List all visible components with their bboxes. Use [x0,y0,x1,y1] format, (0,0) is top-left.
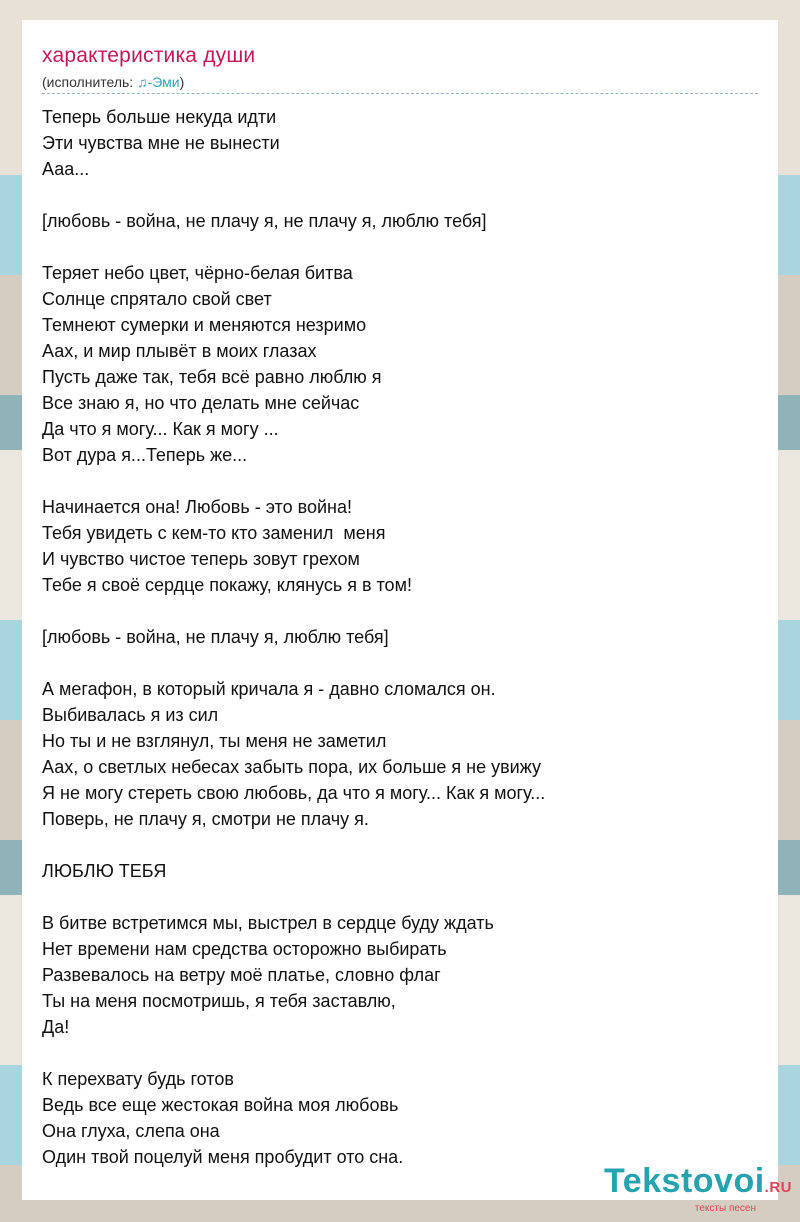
lyric-line: Пусть даже так, тебя всё равно люблю я [42,367,382,387]
lyric-line: Все знаю я, но что делать мне сейчас [42,393,360,413]
song-title: характеристика души [42,44,256,67]
lyric-line: Развевалось на ветру моё платье, словно флаг [42,965,441,985]
lyric-line: [любовь - война, не плачу я, люблю тебя] [42,627,389,647]
lyric-line: Тебе я своё сердце покажу, клянусь я в том! [42,575,412,595]
lyric-line: Темнеют сумерки и меняются незримо [42,315,367,335]
lyric-line: Вот дура я...Теперь же... [42,445,248,465]
logo-tagline: тексты песен [694,1203,756,1214]
lyric-line: Я не могу стереть свою любовь, да что я могу... Как я могу... [42,783,546,803]
lyric-line: Она глуха, слепа она [42,1121,220,1141]
lyric-line: Эти чувства мне не вынести [42,133,280,153]
lyric-line: Нет времени нам средства осторожно выбирать [42,939,447,959]
music-note-icon: ♫ [137,74,148,90]
lyric-line: А мегафон, в который кричала я - давно сломался он. [42,679,496,699]
lyric-line [42,884,762,910]
lyric-line: Да! [42,1017,70,1037]
performer-line [42,74,184,90]
lyric-line [42,598,762,624]
lyric-line: Да что я могу... Как я могу ... [42,419,279,439]
site-logo[interactable] [604,1163,792,1214]
lyric-line [42,1040,762,1066]
lyric-line [42,832,762,858]
lyric-line: ЛЮБЛЮ ТЕБЯ [42,861,167,881]
lyric-line: Теперь больше некуда идти [42,107,277,127]
logo-name: Tekstovoi [603,1162,765,1200]
lyric-line: Тебя увидеть с кем-то кто заменил меня [42,523,386,543]
lyric-line: [любовь - война, не плачу я, не плачу я, люблю тебя] [42,211,487,231]
lyric-line [42,650,762,676]
lyric-line: И чувство чистое теперь зовут грехом [42,549,360,569]
lyric-line: Выбивалась я из сил [42,705,219,725]
lyric-line: К перехвату будь готов [42,1069,234,1089]
lyric-line: Аах, и мир плывёт в моих глазах [42,341,317,361]
lyric-line: Ты на меня посмотришь, я тебя заставлю, [42,991,396,1011]
lyrics-card [22,20,778,1200]
artist-name: -Эми [147,74,180,90]
lyrics-text [42,104,762,1170]
lyric-line: Но ты и не взглянул, ты меня не заметил [42,731,387,751]
lyric-line [42,234,762,260]
lyric-line: Ведь все еще жестокая война моя любовь [42,1095,399,1115]
lyric-line: Теряет небо цвет, чёрно-белая битва [42,263,353,283]
lyric-line: Солнце спрятало свой свет [42,289,272,309]
lyric-line: Начинается она! Любовь - это война! [42,497,352,517]
lyric-line: Один твой поцелуй меня пробудит ото сна. [42,1147,404,1167]
artist-link[interactable] [137,74,180,90]
logo-tld: .RU [764,1179,792,1196]
lyric-line [42,468,762,494]
lyric-line: В битве встретимся мы, выстрел в сердце буду ждать [42,913,494,933]
title-divider [42,93,758,94]
lyric-line: Поверь, не плачу я, смотри не плачу я. [42,809,369,829]
lyric-line [42,182,762,208]
lyric-line: Ааа... [42,159,90,179]
performer-suffix: ) [179,74,185,90]
performer-prefix: (исполнитель: [42,74,138,90]
lyric-line: Аах, о светлых небесах забыть пора, их больше я не увижу [42,757,541,777]
